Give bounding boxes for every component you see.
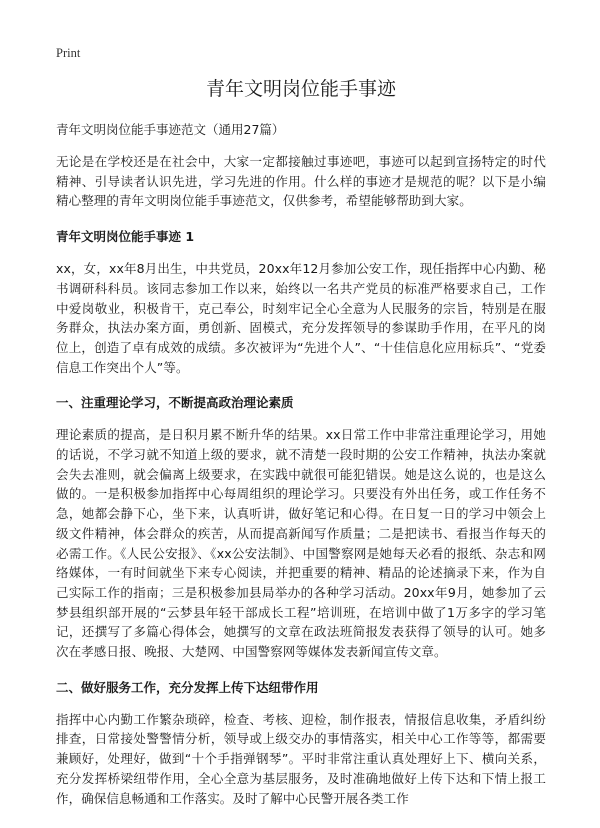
document-page <box>56 76 546 825</box>
intro-paragraph: 无论是在学校还是在社会中，大家一定都接触过事迹吧，事迹可以起到宣扬特定的时代精神、引导读者认识先进，学习先进的作用。什么样的事迹才是规范的呢？以下是小编精心整理的青年文明岗位能手事迹范文，仅供参考，希望能够帮助到大家。 <box>56 154 546 209</box>
print-link[interactable]: Print <box>56 46 81 60</box>
document-subtitle: 青年文明岗位能手事迹范文（通用27篇） <box>56 122 285 137</box>
section-1-paragraph: xx，女，xx年8月出生，中共党员，20xx年12月参加公安工作，现任指挥中心内勤、秘书调研科科员。该同志参加工作以来，始终以一名共产党员的标准严格要求自己，工作中爱岗敬业，积极肯干，克己奉公，时刻牢记全心全意为人民服务的宗旨，特别是在服务群众，执法办案方面，勇创新、固模式，充分发挥领导的参谋助手作用，在平凡的岗位上，创造了卓有成效的成绩。多次被评为“先进个人”、“十佳信息化应用标兵”、“党委信息工作突出个人”等。 <box>56 261 546 375</box>
section-heading-1: 青年文明岗位能手事迹 1 <box>56 229 195 245</box>
subsection-heading-2: 二、做好服务工作，充分发挥上传下达纽带作用 <box>56 679 319 695</box>
subsection-heading-1: 一、注重理论学习，不断提高政治理论素质 <box>56 395 294 411</box>
subsection-2-paragraph: 指挥中心内勤工作繁杂琐碎，检查、考核、迎检，制作报表，情报信息收集，矛盾纠纷排查，日常接处警警情分析，领导或上级交办的事情落实，相关中心工作等等，都需要兼顾好，处理好，做到“十个手指弹钢琴”。平时非常注重认真处理好上下、横向关系，充分发挥桥梁纽带作用，全心全意为基层服务，及时准确地做好上传下达和下情上报工作，确保信息畅通和工作落实。及时了解中心民警开展各类工作 <box>56 711 546 806</box>
document-title: 青年文明岗位能手事迹 <box>205 78 396 100</box>
subsection-1-paragraph: 理论素质的提高，是日积月累不断升华的结果。xx日常工作中非常注重理论学习，用她的话说，不学习就不知道上级的要求，就不清楚一段时期的公安工作精神，执法办案就会失去准则，就会偏离上级要求，在实践中就很可能犯错误。她是这么说的，也是这么做的。一是积极参加指挥中心每周组织的理论学习。只要没有外出任务，或工作任务不急，她都会静下心，坐下来，认真听讲，做好笔记和心得。在日复一日的学习中领会上级文件精神，体会群众的疾苦，从而提高新闻写作质量；二是把读书、看报当作每天的必需工作。《人民公安报》、《xx公安法制》、中国警察网是她每天必看的报纸、杂志和网络媒体，一有时间就坐下来专心阅读，并把重要的精神、精品的论述摘录下来，作为自己实际工作的指南；三是积极参加县局举办的各种学习活动。20xx年9月，她参加了云梦县组织部开展的“云梦县年轻干部成长工程”培训班，在培训中做了1万多字的学习笔记，还撰写了多篇心得体会，她撰写的文章在政法班简报发表获得了领导的认可。她多次在孝感日报、晚报、大楚网、中国警察网等媒体发表新闻宣传文章。 <box>56 427 546 660</box>
